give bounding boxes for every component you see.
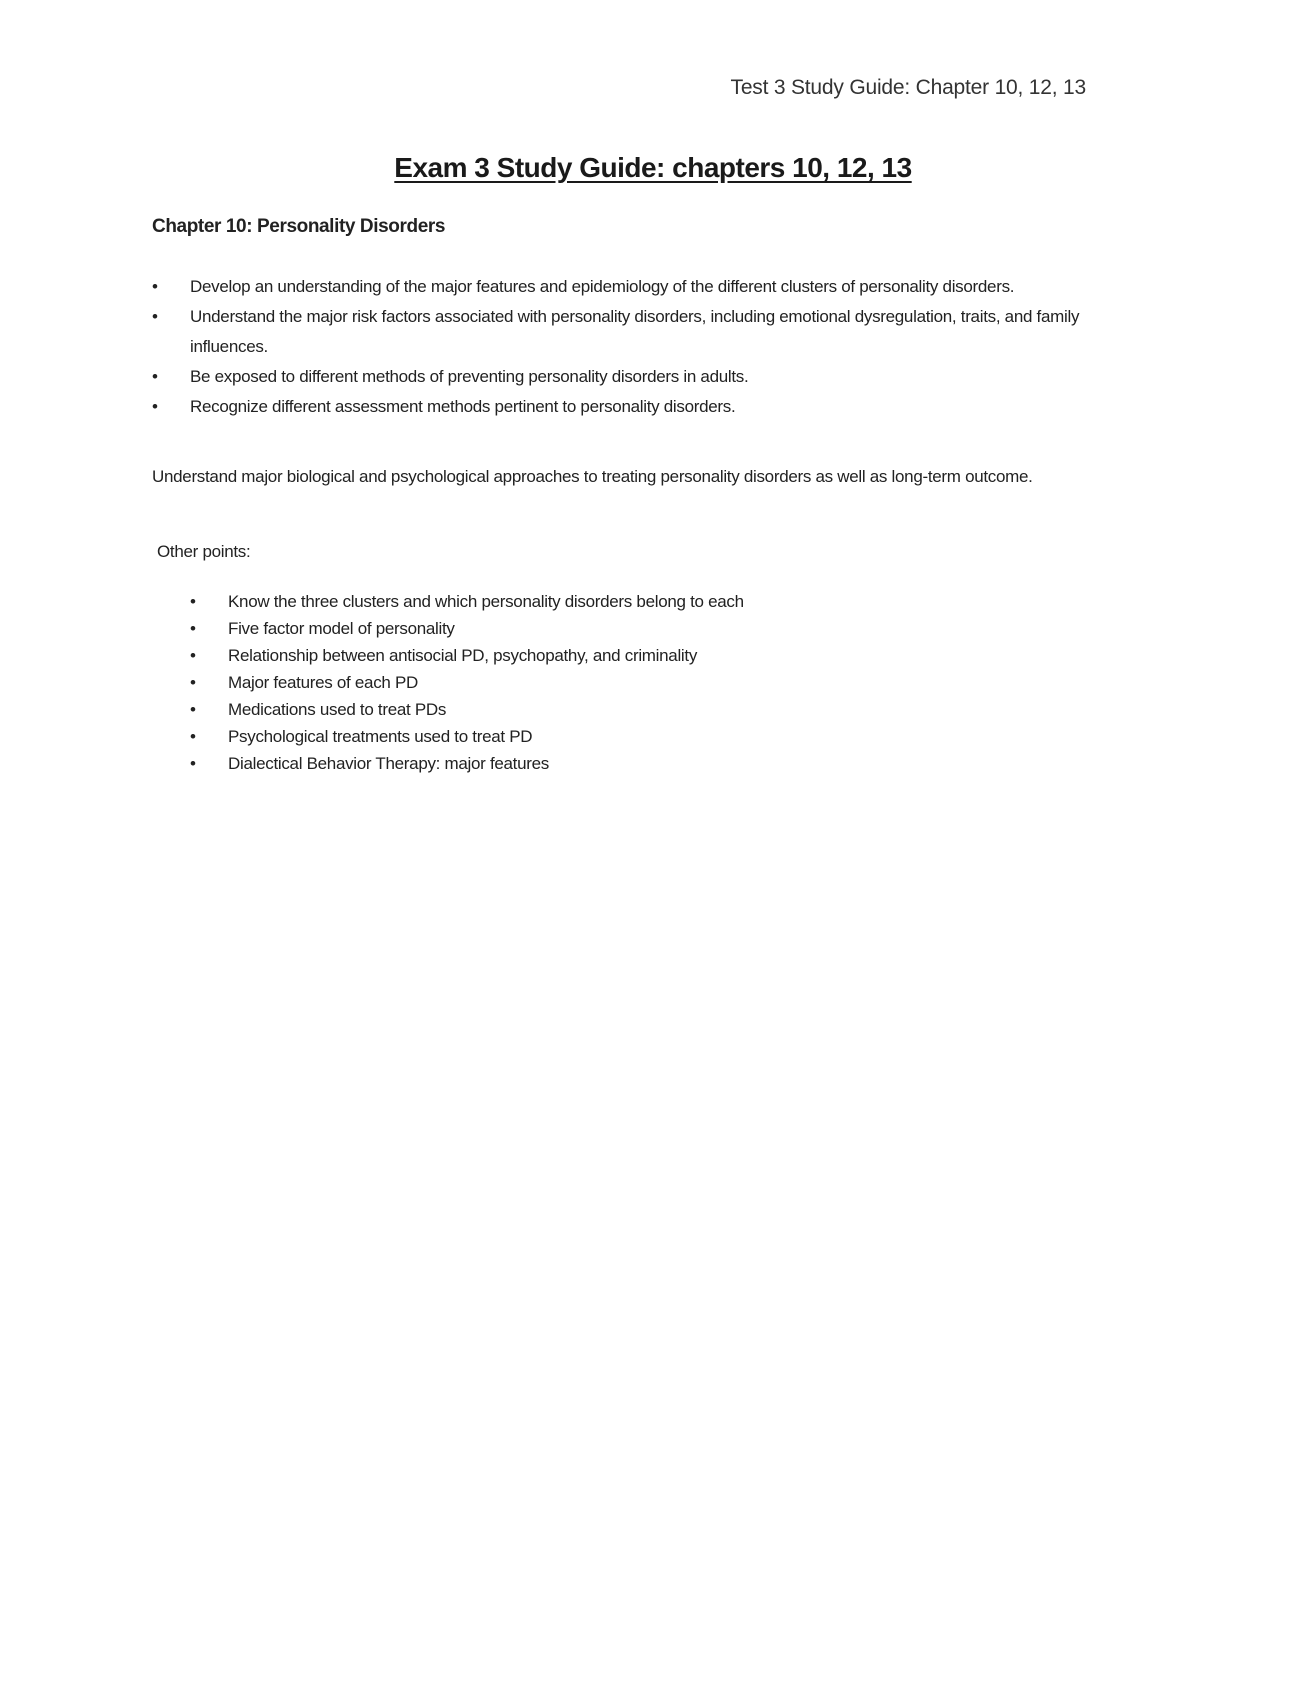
other-point-text: Relationship between antisocial PD, psychopathy, and criminality <box>228 646 698 665</box>
treatment-paragraph: Understand major biological and psychological approaches to treating personality disorders as well as long-term outcome. <box>152 467 1033 486</box>
chapter-heading: Chapter 10: Personality Disorders <box>152 216 446 237</box>
list-item <box>152 272 1112 302</box>
list-item <box>190 669 1090 696</box>
list-item <box>190 750 1090 777</box>
list-item <box>190 642 1090 669</box>
document-title: Exam 3 Study Guide: chapters 10, 12, 13 <box>394 152 912 183</box>
bullet-icon: • <box>190 619 196 638</box>
running-header: Test 3 Study Guide: Chapter 10, 12, 13 <box>730 76 1086 99</box>
bullet-icon: • <box>152 367 158 386</box>
other-point-text: Psychological treatments used to treat PD <box>228 727 533 746</box>
bullet-icon: • <box>152 307 158 326</box>
objective-text: Develop an understanding of the major features and epidemiology of the different clusters of personality disorders. <box>190 277 1015 296</box>
other-points-list <box>190 588 1090 777</box>
list-item <box>190 696 1090 723</box>
list-item <box>152 392 1112 422</box>
bullet-icon: • <box>190 646 196 665</box>
bullet-icon: • <box>190 700 196 719</box>
bullet-icon: • <box>152 397 158 416</box>
other-point-text: Know the three clusters and which personality disorders belong to each <box>228 592 744 611</box>
objective-text: Be exposed to different methods of preventing personality disorders in adults. <box>190 367 749 386</box>
other-point-text: Major features of each PD <box>228 673 418 692</box>
objective-text: Understand the major risk factors associated with personality disorders, including emotional dysregulation, traits, and family influences. <box>190 307 1080 356</box>
other-point-text: Five factor model of personality <box>228 619 455 638</box>
bullet-icon: • <box>190 754 196 773</box>
list-item <box>190 588 1090 615</box>
objective-text: Recognize different assessment methods pertinent to personality disorders. <box>190 397 736 416</box>
bullet-icon: • <box>190 673 196 692</box>
other-points-label: Other points: <box>157 542 251 561</box>
bullet-icon: • <box>152 277 158 296</box>
list-item <box>190 615 1090 642</box>
bullet-icon: • <box>190 727 196 746</box>
other-point-text: Dialectical Behavior Therapy: major features <box>228 754 549 773</box>
list-item <box>190 723 1090 750</box>
bullet-icon: • <box>190 592 196 611</box>
objectives-list <box>152 272 1112 422</box>
other-point-text: Medications used to treat PDs <box>228 700 447 719</box>
list-item <box>152 362 1112 392</box>
list-item <box>152 302 1112 362</box>
